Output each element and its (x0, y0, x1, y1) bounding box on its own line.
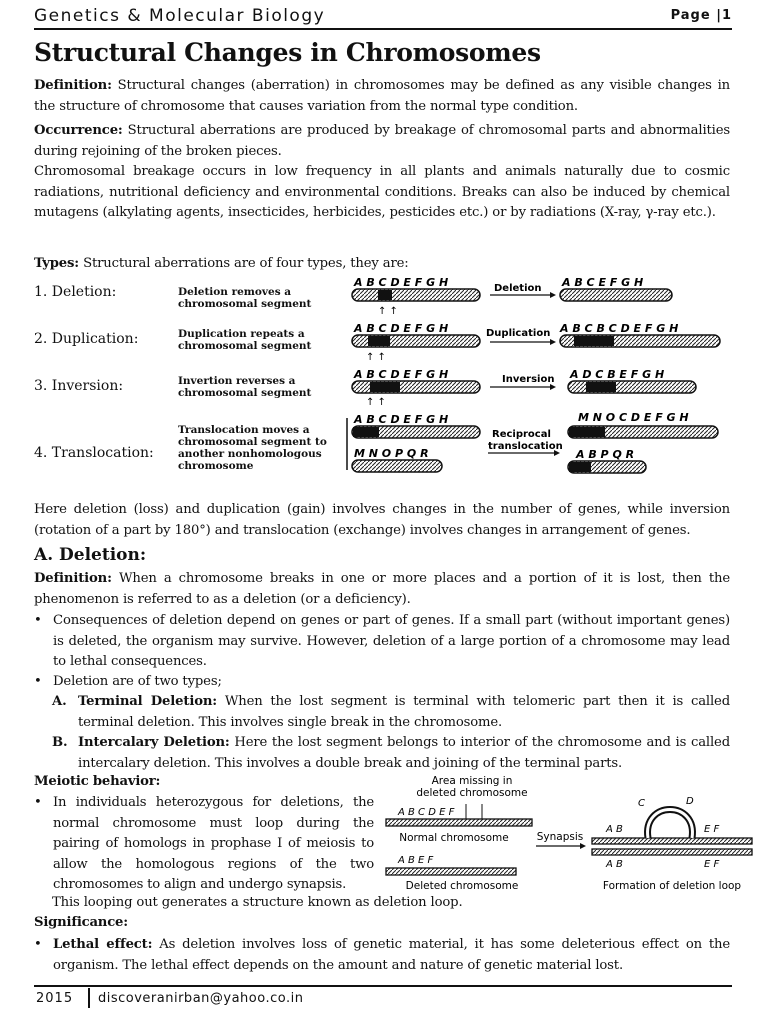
duplication-right-genes: A B C B C D E F G H (560, 322, 679, 335)
intercalary-letter: B. (52, 735, 68, 750)
bullet-consequences (34, 611, 730, 673)
translocation-left-genes: A B C D E F G H (354, 413, 449, 426)
meiotic-bullet-text: In individuals heterozygous for deletions, the normal chromosome must loop during the pairing of homologs in prophase I of meiosis to allow the homologous regions of the two chromosomes to align and undergo synapsis. (53, 795, 374, 892)
occurrence-label: Occurrence: (34, 123, 123, 138)
bullet-types-text: Deletion are of two types; (53, 674, 222, 689)
types-text: Structural aberrations are of four types, they are: (79, 256, 409, 271)
deletion-loop-label: Formation of deletion loop (602, 880, 742, 892)
chromosome-types-diagram (340, 274, 732, 476)
page-footer (34, 985, 732, 1013)
intercalary-label: Intercalary Deletion: (78, 735, 230, 750)
lethal-label: Lethal effect: (53, 937, 153, 952)
loop-gene-c: C (638, 798, 645, 809)
bullet-lethal (34, 935, 730, 976)
page-number: Page |1 (670, 8, 732, 23)
breakage-paragraph: Chromosomal breakage occurs in low frequency in all plants and animals naturally due to cosmic radiations, nutritional deficiency and environmental conditions. Breaks can also be induced by chemical mutagens (alkylating agents, insecticides, herbicides, pesticides etc.) or by radiations (X-ray, γ-ray etc.). (34, 164, 730, 220)
footer-year: 2015 (36, 991, 74, 1006)
terminal-label: Terminal Deletion: (78, 694, 217, 709)
inversion-break-arrows: ↑ ↑ (366, 397, 386, 408)
terminal-letter: A. (52, 694, 67, 709)
deletion-break-arrows: ↑ ↑ (378, 306, 398, 317)
definition-label: Definition: (34, 78, 112, 93)
type-desc-inversion: Invertion reverses a chromosomal segment (178, 375, 312, 399)
deletion-right-genes: A B C E F G H (562, 276, 644, 289)
bullet-types (34, 672, 730, 693)
summary-paragraph: Here deletion (loss) and duplication (gain) involves changes in the number of genes, while inversion (rotation of a part by 180°) and translocation (exchange) involves changes in arrangement of genes. (34, 502, 730, 538)
types-label: Types: (34, 256, 80, 271)
inversion-diagram (352, 368, 696, 408)
meiotic-label: Meiotic behavior: (34, 774, 161, 789)
page-title: Structural Changes in Chromosomes (34, 38, 541, 67)
duplication-left-genes: A B C D E F G H (354, 322, 449, 335)
deletion-diagram (352, 276, 672, 317)
deletion-left-genes: A B C D E F G H (354, 276, 449, 289)
deletion-loop-figure (380, 770, 758, 896)
deleted-genes: A B E F (398, 855, 434, 866)
deletion-right-chromosome (560, 289, 672, 301)
deletion-definition-text: When a chromosome breaks in one or more places and a portion of it is lost, then the phenomenon is referred to as a deletion (or a deficiency). (34, 571, 730, 607)
intercalary-deletion (52, 733, 730, 774)
loop-genes-bottom-right: E F (704, 859, 720, 870)
translocation-arrow-label: Reciprocal (492, 429, 551, 440)
duplication-arrow-label: Duplication (486, 328, 551, 339)
synapsis-label: Synapsis (536, 831, 584, 843)
header-title: Genetics & Molecular Biology (34, 6, 326, 26)
type-name-inversion: 3. Inversion: (34, 378, 124, 394)
page-header (34, 6, 732, 30)
duplication-break-arrows: ↑ ↑ (366, 352, 386, 363)
translocation-right-genes: M N O C D E F G H (578, 411, 689, 424)
loop-lower-chromosome (592, 849, 752, 855)
normal-chromosome-label: Normal chromosome (399, 832, 509, 844)
loop-genes-bottom-left: A B (606, 859, 623, 870)
section-a-title: A. Deletion: (34, 545, 147, 565)
bullet-dot: • (34, 613, 42, 628)
terminal-deletion (52, 692, 730, 733)
lethal-text: As deletion involves loss of genetic material, it has some deleterious effect on the organism. The lethal effect depends on the amount and nature of genetic material lost. (53, 937, 730, 973)
meiotic-continuation: This looping out generates a structure known as deletion loop. (52, 895, 463, 910)
bullet-consequences-text: Consequences of deletion depend on genes or part of genes. If a small part (without important genes) is deleted, the organism may survive. However, deletion of a large portion of a chromosome may lead to lethal consequences. (53, 613, 730, 669)
type-name-translocation: 4. Translocation: (34, 445, 154, 461)
translocation-left-chromosome-2 (352, 460, 442, 472)
occurrence-paragraph (34, 121, 730, 162)
type-desc-duplication: Duplication repeats a chromosomal segment (178, 328, 312, 352)
deleted-chromosome-label: Deleted chromosome (405, 880, 519, 892)
bullet-dot: • (34, 937, 42, 952)
type-desc-translocation: Translocation moves a chromosomal segment to another nonhomologous chromosome (178, 424, 327, 472)
area-missing-label-2: deleted chromosome (416, 787, 528, 799)
type-name-duplication: 2. Duplication: (34, 331, 139, 347)
bullet-dot: • (34, 795, 42, 810)
loop-upper-chromosome (592, 838, 752, 844)
translocation-left-genes-2: M N O P Q R (354, 447, 429, 460)
inversion-arrow-label: Inversion (502, 374, 555, 385)
type-name-deletion: 1. Deletion: (34, 284, 117, 300)
duplication-segment (368, 336, 390, 346)
type-desc-deletion: Deletion removes a chromosomal segment (178, 286, 312, 310)
deletion-arrow-label: Deletion (494, 283, 542, 294)
inversion-right-genes: A D C B E F G H (570, 368, 665, 381)
definition-paragraph (34, 76, 730, 117)
inversion-left-genes: A B C D E F G H (354, 368, 449, 381)
loop-gene-d: D (686, 796, 694, 807)
occurrence-text: Structural aberrations are produced by breakage of chromosomal parts and abnormalities during rejoining of the broken pieces. (34, 123, 730, 159)
footer-email: discoveranirban@yahoo.co.in (98, 991, 304, 1006)
definition-text: Structural changes (aberration) in chromosomes may be defined as any visible changes in the structure of chromosome that causes variation from the normal type condition. (34, 78, 730, 114)
loop-genes-top-left: A B (606, 824, 623, 835)
translocation-diagram (347, 411, 718, 473)
normal-chromosome (386, 819, 532, 826)
duplication-diagram (352, 322, 720, 363)
footer-divider (88, 988, 90, 1008)
deletion-left-chromosome (352, 289, 480, 301)
significance-label: Significance: (34, 915, 128, 930)
deleted-chromosome (386, 868, 516, 875)
area-missing-label-1: Area missing in (431, 775, 513, 787)
normal-genes: A B C D E F (398, 807, 455, 818)
loop-genes-top-right: E F (704, 824, 720, 835)
terminal-text: When the lost segment is terminal with telomeric part then it is called terminal deletion. This involves single break in the chromosome. (78, 694, 731, 730)
meiotic-bullet (34, 793, 374, 896)
translocation-right-genes-2: A B P Q R (576, 448, 635, 461)
deletion-definition (34, 569, 730, 610)
intercalary-text: Here the lost segment belongs to interior of the chromosome and is called intercalary deletion. This involves a double break and joining of the terminal parts. (78, 735, 730, 771)
deletion-definition-label: Definition: (34, 571, 112, 586)
types-paragraph (34, 254, 730, 275)
translocation-arrow-label-2: translocation (488, 441, 563, 452)
deletion-segment (378, 290, 392, 300)
bullet-dot: • (34, 674, 42, 689)
